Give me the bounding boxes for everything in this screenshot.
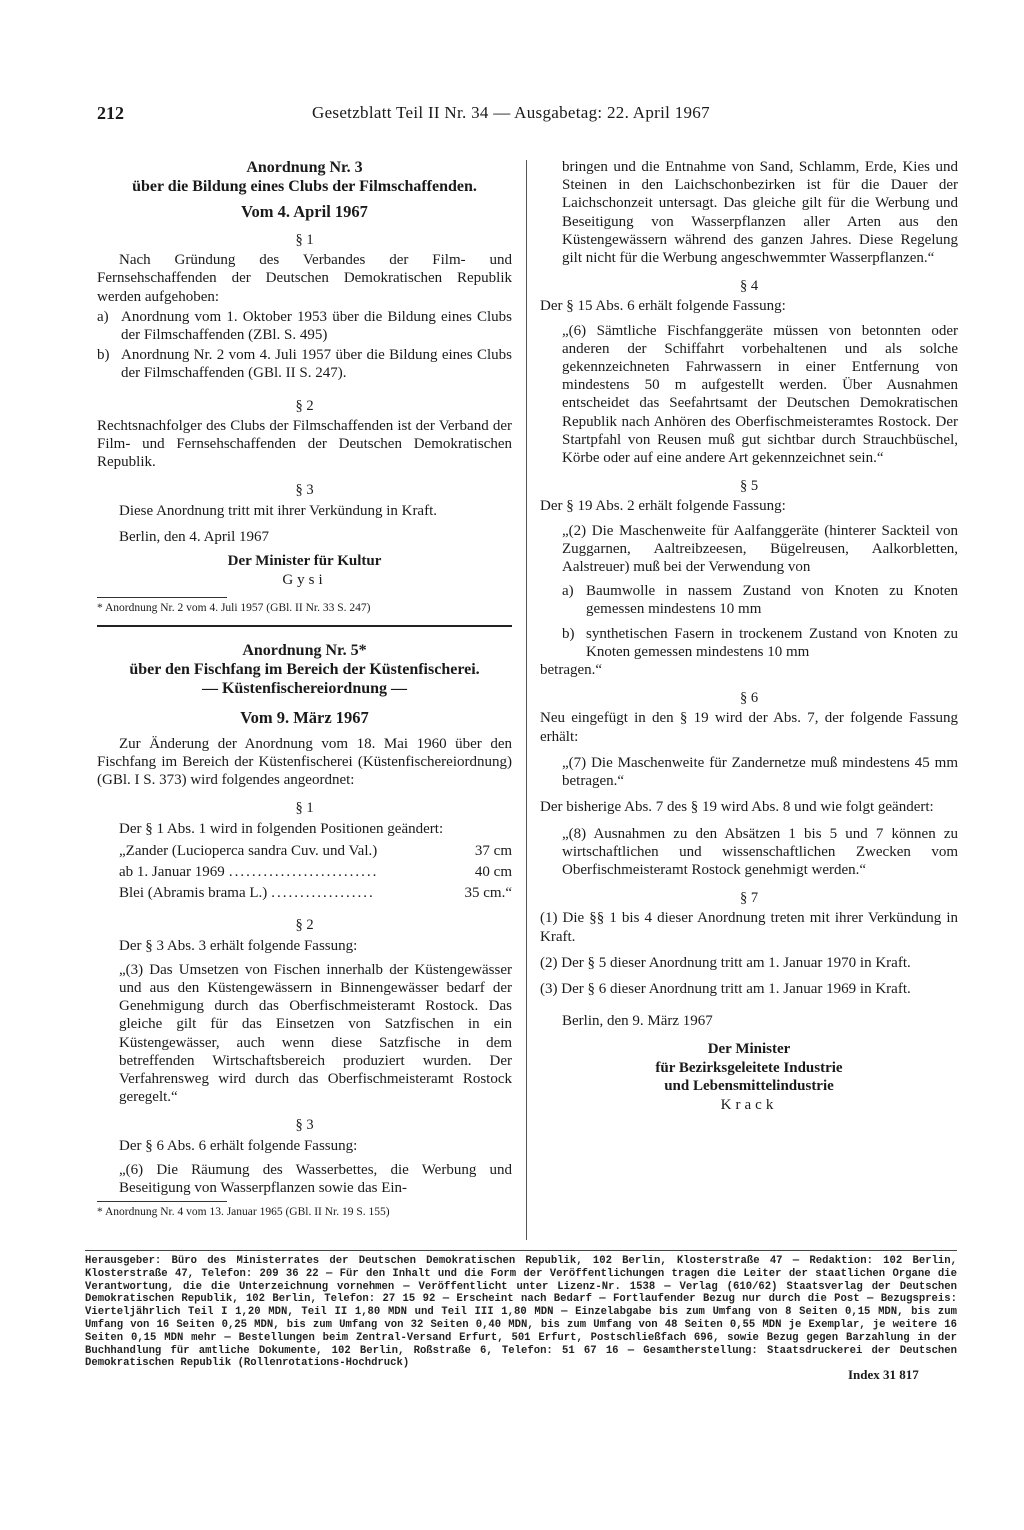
doc2-section-3: § 3 [295, 1117, 314, 1134]
doc2-signer-line1: Der Minister [707, 1041, 791, 1058]
doc2-section-6-quote: „(7) Die Maschenweite für Zandernetze muß mindestens 45 mm betragen.“ [562, 754, 958, 790]
doc2-subtitle: über den Fischfang im Bereich der Küstenfischerei. [129, 660, 480, 678]
table-leader: .......................... [228, 863, 379, 880]
list-label: b) [562, 625, 575, 642]
table-row [119, 884, 512, 902]
doc2-date: Vom 9. März 1967 [240, 707, 369, 727]
doc1-section-2: § 2 [295, 397, 314, 414]
doc2-section-7-1: (1) Die §§ 1 bis 4 dieser Anordnung treten mit ihrer Verkündung in Kraft. [540, 910, 958, 945]
doc1-section-1: § 1 [295, 232, 314, 248]
table-row [119, 842, 512, 860]
doc2-section-3-quote-part1: „(6) Die Räumung des Wasserbettes, die Werbung und Beseitigung von Wasserpflanzen sowie das Ein- [119, 1161, 512, 1197]
page-header [97, 103, 957, 127]
imprint-rule [85, 1250, 957, 1251]
table-leader [381, 842, 446, 860]
table-value: 35 cm.“ [464, 885, 512, 902]
list-text: Anordnung vom 1. Oktober 1953 über die Bildung eines Clubs der Filmschaffenden (ZBl. S. 495) [121, 308, 512, 344]
doc2-signer-line3: und Lebensmittelindustrie [664, 1078, 834, 1095]
table-label: „Zander (Lucioperca sandra Cuv. und Val.) [119, 842, 378, 859]
doc2-section-2-quote: „(3) Das Umsetzen von Fischen innerhalb der Küstengewässer und aus den Küstengewässern in Binnengewässer bedarf der Genehmigung durch das Oberfischmeisteramt Rostock. Das gleiche gilt für das Einsetzen von Satzfischen in ein Küstengewässer, auch wenn diese Satzfische in dem betreffenden Wirtschaftsbereich produziert wurden. Der Verfahrensweg wird durch das Oberfischmeisteramt Rostock geregelt.“ [119, 961, 512, 1106]
right-column [540, 158, 958, 1114]
doc1-title: Anordnung Nr. 3 [246, 159, 363, 176]
table-row [119, 863, 512, 881]
doc1-date: Vom 4. April 1967 [241, 202, 368, 221]
list-label: a) [97, 308, 109, 325]
column-divider [526, 160, 527, 1240]
index-number: Index 31 817 [848, 1367, 919, 1382]
doc2-section-7-3: (3) Der § 6 dieser Anordnung tritt am 1. Januar 1969 in Kraft. [540, 980, 911, 997]
imprint: Herausgeber: Büro des Ministerrates der Deutschen Demokratischen Republik, 102 Berlin, Klosterstraße 47 — Redaktion: 102 Berlin, Klosterstraße 47, Telefon: 209 36 22 — Für den Inhalt und die Form der Veröffentlichungen tragen die Leiter der staatlichen Organe die Verantwortung, die die Unterzeichnung vornehmen — Veröffentlicht unter Lizenz-Nr. 1538 — Verlag (610/62) Staatsverlag der Deutschen Demokratischen Republik, 102 Berlin, Telefon: 27 15 92 — Erscheint nach Bedarf — Fortlaufender Bezug nur durch die Post — Bezugspreis: Vierteljährlich Teil I 1,20 MDN, Teil II 1,80 MDN und Teil III 1,80 MDN — Einzelabgabe bis zum Umfang von 8 Seiten 0,15 MDN, bis zum Umfang von 16 Seiten 0,25 MDN, bis zum Umfang von 32 Seiten 0,40 MDN, bis zum Umfang von 48 Seiten 0,55 MDN je Exemplar, je weitere 16 Seiten 0,15 MDN mehr — Bestellungen beim Zentral-Versand Erfurt, 501 Erfurt, Postschließfach 696, sowie Bezug gegen Barzahlung in der Buchhandlung für amtliche Dokumente, 102 Berlin, Roßstraße 6, Telefon: 51 67 16 — Gesamtherstellung: Staatsdruckerei der Deutschen Demokratischen Republik (Rollenrotations-Hochdruck) [85, 1255, 957, 1370]
doc2-section-7-2: (2) Der § 5 dieser Anordnung tritt am 1. Januar 1970 in Kraft. [540, 954, 911, 971]
doc1-place-date: Berlin, den 4. April 1967 [119, 528, 269, 545]
running-head: Gesetzblatt Teil II Nr. 34 — Ausgabetag: 22. April 1967 [312, 103, 710, 122]
doc2-section-6-text2: Der bisherige Abs. 7 des § 19 wird Abs. 8 und wie folgt geändert: [540, 799, 934, 816]
doc2-section-5-quote: „(2) Die Maschenweite für Aalfanggeräte (hinterer Sackteil von Zuggarnen, Aaltreibzeesen, Bügelreusen, Aalkorbletten, Aalstreuer) muß bei der Verwendung von [562, 522, 958, 576]
doc2-section-6: § 6 [739, 690, 759, 707]
doc1-section-2-text: Rechtsnachfolger des Clubs der Filmschaffenden ist der Verband der Film- und Fernsehschaffenden der Deutschen Demokratischen Republik. [97, 417, 512, 471]
doc2-section-6-quote2: „(8) Ausnahmen zu den Absätzen 1 bis 5 und 7 können zu wirtschaftlichen und wissenschaftlichen Zwecken vom Oberfischmeisteramt Rostock genehmigt werden.“ [562, 825, 958, 878]
doc2-section-1-text: Der § 1 Abs. 1 wird in folgenden Positionen geändert: [119, 820, 444, 837]
doc2-signer-name: Krack [720, 1096, 778, 1113]
doc2-section-4: § 4 [739, 278, 759, 295]
doc2-section-6-text: Neu eingefügt in den § 19 wird der Abs. 7, der folgende Fassung erhält: [540, 710, 958, 745]
doc1-section-3-text: Diese Anordnung tritt mit ihrer Verkündung in Kraft. [119, 502, 438, 519]
doc2-section-5-end: betragen.“ [540, 662, 603, 679]
doc1-signer-name: Gysi [282, 571, 327, 588]
doc2-section-5: § 5 [739, 478, 759, 495]
doc2-section-5-text: Der § 19 Abs. 2 erhält folgende Fassung: [540, 498, 786, 515]
doc2-section-3-quote-part2: bringen und die Entnahme von Sand, Schlamm, Erde, Kies und Steinen in den Laichschonbezirken ist für die Dauer der Laichschonzeit untersagt. Das gleiche gilt für die Werbung und Beseitigung von Wasserpflanzen aller Arten aus den Küstengewässern während des ganzen Jahres. Diese Regelung gilt nicht für die Werbung angeschwemmter Wasserpflanzen.“ [562, 159, 958, 267]
doc2-section-2-text: Der § 3 Abs. 3 erhält folgende Fassung: [119, 937, 358, 954]
doc2-section-4-quote: „(6) Sämtliche Fischfanggeräte müssen von betonnten oder anderen der Schiffahrt vorbehaltenen und als solche gekennzeichneten Fahrwassern in einer Entfernung von mindestens 50 m aufgestellt werden. Über Ausnahmen entscheidet das Seefahrtsamt der Deutschen Demokratischen Republik nach Anhören des Oberfischmeisteramtes Rostock. Der Startpfahl von Reusen muß gut sichtbar durch Strauchbüschel, Körbe oder auf eine andere Art gekennzeichnet sein.“ [562, 322, 958, 467]
doc2-place-date: Berlin, den 9. März 1967 [562, 1013, 713, 1030]
footnote-rule [97, 1201, 227, 1202]
doc1-subtitle: über die Bildung eines Clubs der Filmschaffenden. [132, 178, 477, 195]
doc1-section-3: § 3 [295, 482, 314, 499]
doc2-section-3-text: Der § 6 Abs. 6 erhält folgende Fassung: [119, 1137, 358, 1154]
doc1-footnote: * Anordnung Nr. 2 vom 4. Juli 1957 (GBl. II Nr. 33 S. 247) [97, 601, 371, 614]
doc2-footnote: * Anordnung Nr. 4 vom 13. Januar 1965 (GBl. II Nr. 19 S. 155) [97, 1206, 390, 1219]
left-column [97, 158, 512, 1219]
doc2-short-title: — Küstenfischereiordnung — [201, 679, 408, 697]
list-text: Baumwolle in nassem Zustand von Knoten zu Knoten gemessen mindestens 10 mm [586, 583, 958, 618]
list-label: a) [562, 583, 574, 600]
footnote-rule [97, 597, 227, 598]
doc2-section-7: § 7 [739, 890, 759, 907]
doc2-signer-line2: für Bezirksgeleitete Industrie [655, 1059, 843, 1076]
doc2-title: Anordnung Nr. 5* [242, 641, 367, 659]
doc1-list-item-b [97, 346, 512, 382]
doc2-section-2: § 2 [295, 917, 314, 934]
table-value: 40 cm [474, 863, 512, 880]
table-label: Blei (Abramis brama L.) [119, 885, 268, 902]
table-value: 37 cm [474, 842, 512, 859]
table-leader: .................. [271, 885, 375, 902]
doc2-section-4-text: Der § 15 Abs. 6 erhält folgende Fassung: [540, 298, 786, 315]
doc1-list-item-a [97, 308, 512, 344]
list-text: synthetischen Fasern in trockenem Zustand von Knoten zu Knoten gemessen mindestens 10 mm [586, 625, 958, 660]
doc2-list-item-a [540, 582, 958, 618]
table-label: ab 1. Januar 1969 [119, 863, 225, 880]
page-number: 212 [97, 103, 124, 123]
doc2-section-1: § 1 [295, 800, 314, 817]
list-label: b) [97, 347, 110, 364]
list-text: Anordnung Nr. 2 vom 4. Juli 1957 über die Bildung eines Clubs der Filmschaffenden (GBl. II S. 247). [121, 347, 512, 382]
doc2-size-table [97, 842, 512, 903]
doc2-intro: Zur Änderung der Anordnung vom 18. Mai 1960 über den Fischfang im Bereich der Küstenfischerei (Küstenfischereiordnung) (GBl. I S. 373) wird folgendes angeordnet: [97, 735, 512, 789]
doc2-list-item-b [540, 625, 958, 661]
section-divider [97, 625, 512, 627]
doc1-signer: Der Minister für Kultur [227, 553, 382, 570]
doc1-section-1-text: Nach Gründung des Verbandes der Film- und Fernsehschaffenden der Deutschen Demokratischen Republik werden aufgehoben: [97, 252, 512, 305]
